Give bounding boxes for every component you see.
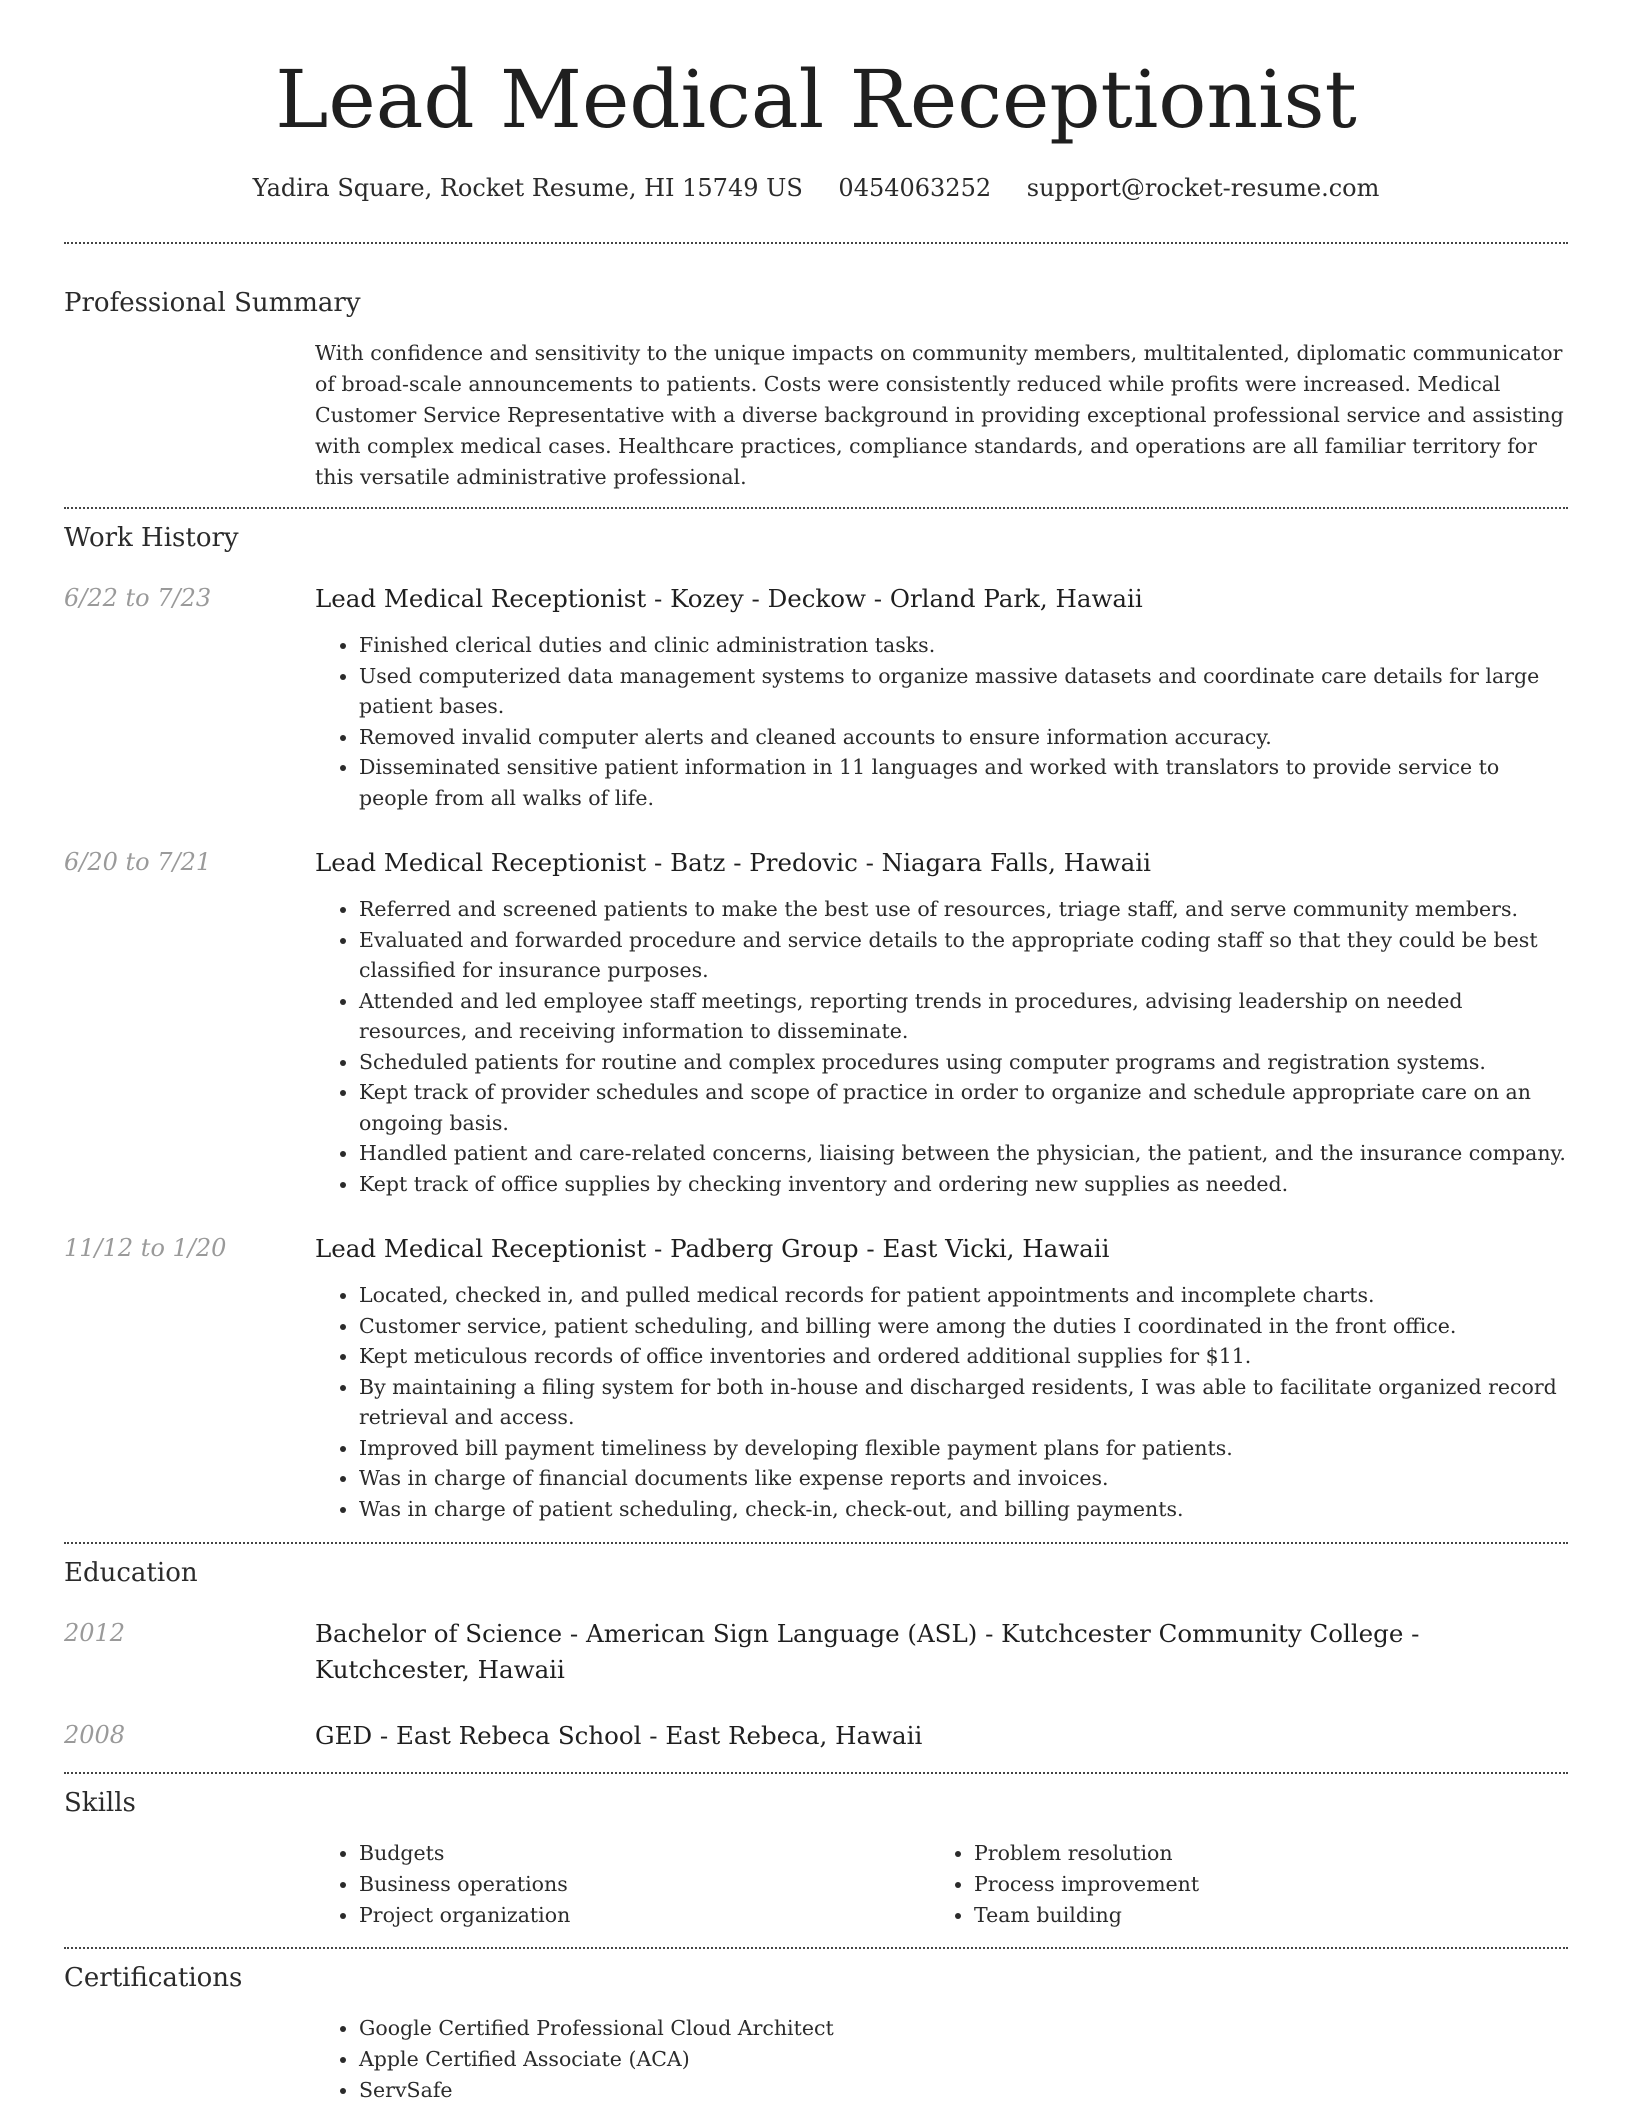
work-history-section (64, 521, 1568, 1542)
contact-email: support@rocket-resume.com (1026, 174, 1380, 202)
job-date: 6/22 to 7/23 (64, 584, 212, 612)
contact-address: Yadira Square, Rocket Resume, HI 15749 US (252, 174, 803, 202)
skills-column-left (315, 1838, 930, 1931)
job-bullet: • Customer service, patient scheduling, and billing were among the duties I coordinated in the front office. (359, 1311, 1568, 1342)
job-bullet: • Referred and screened patients to make the best use of resources, triage staff, and serve community members. (359, 894, 1568, 925)
section-heading-skills: Skills (64, 1788, 136, 1818)
job-title: Lead Medical Receptionist - Batz - Predovic - Niagara Falls, Hawaii (315, 848, 1151, 877)
job-date: 11/12 to 1/20 (64, 1234, 227, 1262)
job-bullet: • Attended and led employee staff meetings, reporting trends in procedures, advising leadership on needed resources, and receiving information to disseminate. (359, 986, 1568, 1047)
job-bullet: • Kept track of provider schedules and scope of practice in order to organize and schedule appropriate care on an ongoing basis. (359, 1077, 1568, 1138)
job-bullet: • Kept meticulous records of office inventories and ordered additional supplies for $11. (359, 1341, 1568, 1372)
section-heading-summary: Professional Summary (64, 288, 361, 318)
section-divider (64, 507, 1568, 509)
resume-header (64, 0, 1568, 204)
contact-phone: 0454063252 (838, 174, 992, 202)
candidate-name: Lead Medical Receptionist (275, 53, 1357, 146)
job-bullet: • By maintaining a filing system for both in-house and discharged residents, I was able to facilitate organized record retrieval and access. (359, 1372, 1568, 1433)
section-divider (64, 1772, 1568, 1774)
job-bullets (315, 894, 1568, 1199)
job-bullet: • Kept track of office supplies by checking inventory and ordering new supplies as needed. (359, 1169, 1568, 1200)
job-bullet: • Was in charge of patient scheduling, check-in, check-out, and billing payments. (359, 1494, 1568, 1525)
job-bullet: • Disseminated sensitive patient information in 11 languages and worked with translators to provide service to people from all walks of life. (359, 752, 1568, 813)
job-list (64, 581, 1568, 1524)
skill-item: • Process improvement (974, 1869, 1545, 1900)
education-entry (64, 1718, 1568, 1754)
section-divider (64, 1947, 1568, 1949)
job-bullet: • Removed invalid computer alerts and cleaned accounts to ensure information accuracy. (359, 722, 1568, 753)
certification-item: • Google Certified Professional Cloud Architect (359, 2013, 1568, 2044)
skill-item: • Problem resolution (974, 1838, 1545, 1869)
section-heading-work: Work History (64, 523, 239, 553)
job-bullet: • Handled patient and care-related concerns, liaising between the physician, the patient, and the insurance company. (359, 1138, 1568, 1169)
section-heading-certifications: Certifications (64, 1963, 243, 1993)
job-bullet: • Finished clerical duties and clinic administration tasks. (359, 630, 1568, 661)
skills-grid (315, 1838, 1568, 1931)
job-title: Lead Medical Receptionist - Padberg Group - East Vicki, Hawaii (315, 1234, 1110, 1263)
skill-item: • Team building (974, 1900, 1545, 1931)
job-title: Lead Medical Receptionist - Kozey - Deckow - Orland Park, Hawaii (315, 584, 1143, 613)
education-date: 2008 (64, 1721, 126, 1749)
skills-column-right (930, 1838, 1545, 1931)
certifications-section (64, 1961, 1568, 2106)
skill-item: • Budgets (359, 1838, 930, 1869)
job-bullet: • Was in charge of financial documents like expense reports and invoices. (359, 1463, 1568, 1494)
certification-list (315, 2013, 1568, 2106)
certification-item: • ServSafe (359, 2075, 1568, 2106)
education-title: GED - East Rebeca School - East Rebeca, Hawaii (315, 1721, 923, 1750)
job-date: 6/20 to 7/21 (64, 848, 212, 876)
skills-section (64, 1786, 1568, 1931)
job-bullet: • Evaluated and forwarded procedure and service details to the appropriate coding staff so that they could be best classified for insurance purposes. (359, 925, 1568, 986)
job-bullet: • Located, checked in, and pulled medical records for patient appointments and incomplete charts. (359, 1280, 1568, 1311)
skill-item: • Project organization (359, 1900, 930, 1931)
education-section (64, 1556, 1568, 1772)
section-divider (64, 242, 1568, 244)
job-bullet: • Improved bill payment timeliness by developing flexible payment plans for patients. (359, 1433, 1568, 1464)
education-entry (64, 1616, 1568, 1688)
contact-line (64, 172, 1568, 204)
education-date: 2012 (64, 1619, 126, 1647)
job-bullet: • Used computerized data management systems to organize massive datasets and coordinate care details for large patient bases. (359, 661, 1568, 722)
certification-item: • Apple Certified Associate (ACA) (359, 2044, 1568, 2075)
education-title: Bachelor of Science - American Sign Language (ASL) - Kutchcester Community College - Kutchcester, Hawaii (315, 1619, 1420, 1684)
section-heading-education: Education (64, 1558, 198, 1588)
job-bullet: • Scheduled patients for routine and complex procedures using computer programs and registration systems. (359, 1047, 1568, 1078)
skill-item: • Business operations (359, 1869, 930, 1900)
job-bullets (315, 1280, 1568, 1524)
job-entry (64, 1231, 1568, 1524)
job-bullets (315, 630, 1568, 813)
summary-section (64, 286, 1568, 493)
job-entry (64, 581, 1568, 813)
job-entry (64, 845, 1568, 1199)
section-divider (64, 1542, 1568, 1544)
summary-text: With confidence and sensitivity to the unique impacts on community members, multitalented, diplomatic communicator of broad-scale announcements to patients. Costs were consistently reduced while profits were increased. Medical Customer Service Representative with a diverse background in providing exceptional professional service and assisting with complex medical cases. Healthcare practices, compliance standards, and operations are all familiar territory for this versatile administrative professional. (315, 341, 1564, 489)
